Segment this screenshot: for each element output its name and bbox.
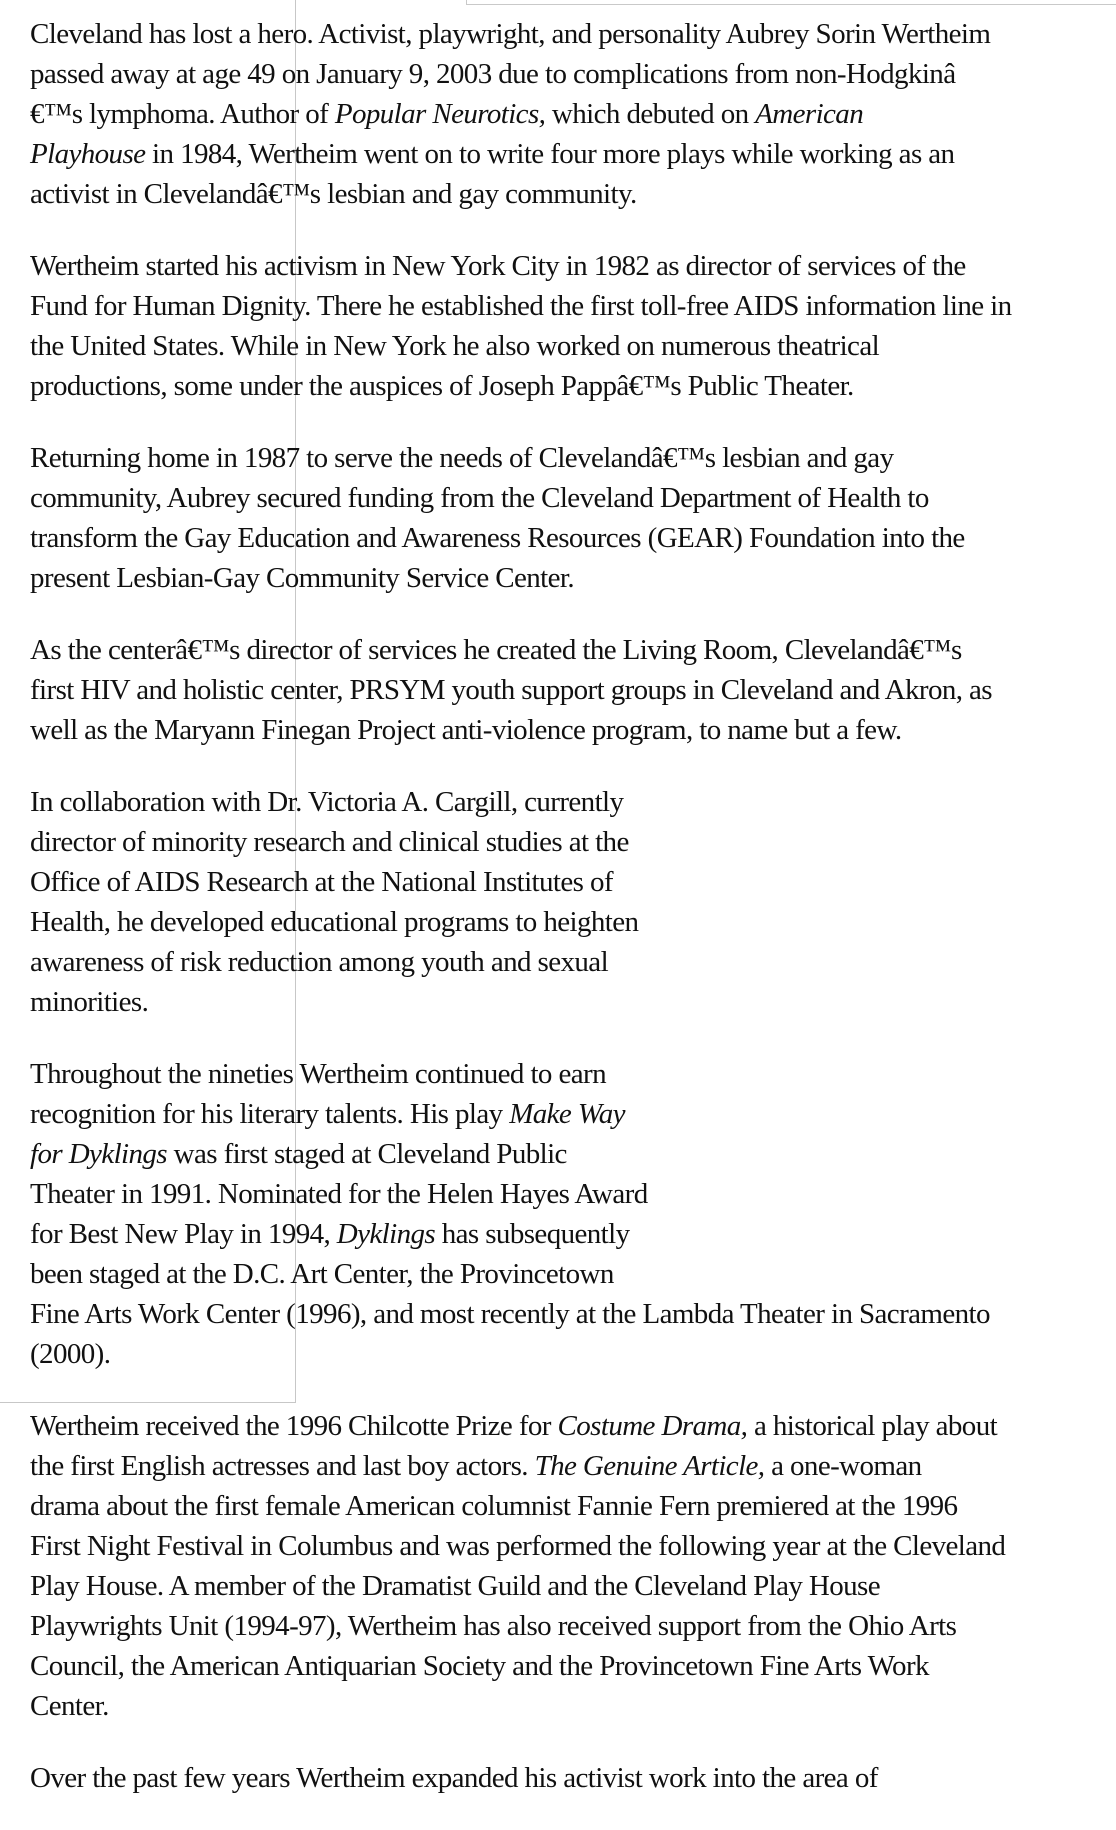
text-line: present Lesbian-Gay Community Service Center. (30, 562, 574, 594)
play-title: Make Way (509, 1098, 625, 1130)
text-line: €™s lymphoma. Author of Popular Neurotics, which debuted on American (30, 98, 864, 130)
article-body (30, 14, 1116, 1830)
text-line: drama about the first female American columnist Fannie Fern premiered at the 1996 (30, 1490, 958, 1522)
text-line: Fine Arts Work Center (1996), and most recently at the Lambda Theater in Sacramento (30, 1298, 990, 1330)
text-line: Returning home in 1987 to serve the needs of Clevelandâ€™s lesbian and gay (30, 442, 894, 474)
text-line: awareness of risk reduction among youth and sexual (30, 946, 609, 978)
text-line: minorities. (30, 986, 149, 1018)
text-line: for Best New Play in 1994, Dyklings has subsequently (30, 1218, 630, 1250)
text-line: As the centerâ€™s director of services he created the Living Room, Clevelandâ€™s (30, 634, 962, 666)
paragraph-6 (30, 1054, 1116, 1374)
text-line: for Dyklings was first staged at Cleveland Public (30, 1138, 567, 1170)
top-frame-border (466, 0, 1116, 5)
show-title: American (755, 98, 864, 130)
text-line: Center. (30, 1690, 109, 1722)
text-line: Health, he developed educational programs to heighten (30, 906, 639, 938)
paragraph-7 (30, 1406, 1116, 1726)
text-line: In collaboration with Dr. Victoria A. Cargill, currently (30, 786, 624, 818)
text-line: Theater in 1991. Nominated for the Helen Hayes Award (30, 1178, 648, 1210)
play-title: The Genuine Article, (534, 1450, 765, 1482)
text-line: productions, some under the auspices of Joseph Pappâ€™s Public Theater. (30, 370, 854, 402)
play-title: Dyklings (336, 1218, 436, 1250)
show-title: Playhouse (30, 138, 146, 170)
text-line: Cleveland has lost a hero. Activist, playwright, and personality Aubrey Sorin Wertheim (30, 18, 991, 50)
play-title: for Dyklings (30, 1138, 167, 1170)
text-line: Wertheim started his activism in New York City in 1982 as director of services of the (30, 250, 966, 282)
text-line: Throughout the nineties Wertheim continued to earn (30, 1058, 606, 1090)
text-line: Wertheim received the 1996 Chilcotte Prize for Costume Drama, a historical play about (30, 1410, 998, 1442)
paragraph-5 (30, 782, 1116, 1022)
text-line: well as the Maryann Finegan Project anti-violence program, to name but a few. (30, 714, 902, 746)
text-line: First Night Festival in Columbus and was performed the following year at the Cleveland (30, 1530, 1006, 1562)
text-line: Council, the American Antiquarian Society and the Provincetown Fine Arts Work (30, 1650, 929, 1682)
text-line: Over the past few years Wertheim expanded his activist work into the area of (30, 1762, 878, 1794)
text-line: Playhouse in 1984, Wertheim went on to write four more plays while working as an (30, 138, 955, 170)
text-line: Play House. A member of the Dramatist Guild and the Cleveland Play House (30, 1570, 880, 1602)
text-line: (2000). (30, 1338, 111, 1370)
text-line: Fund for Human Dignity. There he established the first toll-free AIDS information line in (30, 290, 1012, 322)
text-line: activist in Clevelandâ€™s lesbian and gay community. (30, 178, 637, 210)
text-line: the first English actresses and last boy actors. The Genuine Article, a one-woman (30, 1450, 922, 1482)
text-line: community, Aubrey secured funding from the Cleveland Department of Health to (30, 482, 929, 514)
paragraph-8 (30, 1758, 1116, 1798)
text-line: been staged at the D.C. Art Center, the Provincetown (30, 1258, 614, 1290)
play-title: Popular Neurotics, (334, 98, 546, 130)
text-line: passed away at age 49 on January 9, 2003 due to complications from non-Hodgkinâ (30, 58, 956, 90)
play-title: Costume Drama, (557, 1410, 748, 1442)
text-line: the United States. While in New York he also worked on numerous theatrical (30, 330, 880, 362)
text-line: Office of AIDS Research at the National Institutes of (30, 866, 613, 898)
paragraph-2 (30, 246, 1116, 406)
paragraph-4 (30, 630, 1116, 750)
text-line: director of minority research and clinical studies at the (30, 826, 629, 858)
text-line: Playwrights Unit (1994-97), Wertheim has also received support from the Ohio Arts (30, 1610, 957, 1642)
paragraph-1 (30, 14, 1116, 214)
text-line: recognition for his literary talents. His play Make Way (30, 1098, 625, 1130)
text-line: transform the Gay Education and Awareness Resources (GEAR) Foundation into the (30, 522, 965, 554)
text-line: first HIV and holistic center, PRSYM youth support groups in Cleveland and Akron, as (30, 674, 992, 706)
paragraph-3 (30, 438, 1116, 598)
